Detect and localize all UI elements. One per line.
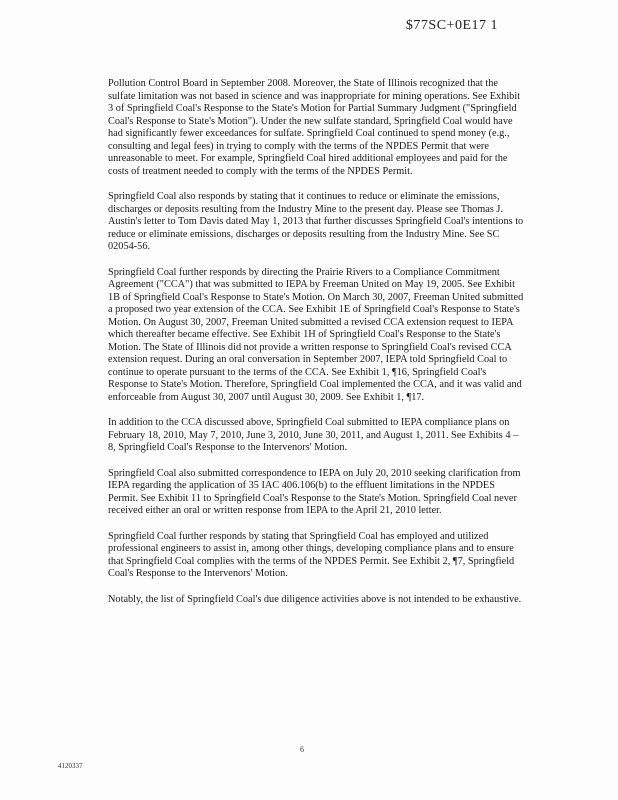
bates-number: $77SC+0E17 1 <box>405 18 498 33</box>
paragraph: Pollution Control Board in September 2008. Moreover, the State of Illinois recognized that the sulfate limitation was not based in science and was inappropriate for mining operations. See Exhibit 3 of Springfield Coal's Response to the State's Motion for Partial Summary Judgment ("Springfield Coal's Response to State's Motion"). Under the new sulfate standard, Springfield Coal would have had significantly fewer exceedances for sulfate. Springfield Coal continued to spend money (e.g., consulting and legal fees) in trying to comply with the terms of the NPDES Permit that were unreasonable to meet. For example, Springfield Coal hired additional employees and paid for the costs of treatment needed to comply with the terms of the NPDES Permit. <box>108 78 521 177</box>
paragraph: Springfield Coal further responds by directing the Prairie Rivers to a Compliance Commitment Agreement ("CCA") that was submitted to IEPA by Freeman United on May 19, 2005. See Exhibit 1B of Springfield Coal's Response to State's Motion. On March 30, 2007, Freeman United submitted a proposed two year extension of the CCA. See Exhibit 1E of Springfield Coal's Response to State's Motion. On August 30, 2007, Freeman United submitted a revised CCA extension request to IEPA which thereafter became effective. See Exhibit 1H of Springfield Coal's Response to the State's Motion. The State of Illinois did not provide a written response to Springfield Coal's revised CCA extension request. During an oral conversation in September 2007, IEPA told Springfield Coal to continue to operate pursuant to the terms of the CCA. See Exhibit 1, ¶16, Springfield Coal's Response to State's Motion. Therefore, Springfield Coal implemented the CCA, and it was valid and enforceable from August 30, 2007 until August 30, 2009. See Exhibit 1, ¶17. <box>108 266 524 403</box>
page-number: 6 <box>300 745 304 754</box>
paragraph: Notably, the list of Springfield Coal's due diligence activities above is not intended to be exhaustive. <box>108 593 522 605</box>
paragraph: In addition to the CCA discussed above, Springfield Coal submitted to IEPA compliance plans on February 18, 2010, May 7, 2010, June 3, 2010, June 30, 2011, and August 1, 2011. See Exhibits 4 – 8, Springfield Coal's Response to the Intervenors' Motion. <box>108 417 519 453</box>
document-body <box>108 78 524 619</box>
paragraph: Springfield Coal also responds by stating that it continues to reduce or eliminate the emissions, discharges or deposits resulting from the Industry Mine to the present day. Please see Thomas J. Austin's letter to Tom Davis dated May 1, 2013 that further discusses Springfield Coal's intentions to reduce or eliminate emissions, discharges or deposits resulting from the Industry Mine. See SC 02054-56. <box>108 191 524 252</box>
document-id: 4120337 <box>58 762 83 770</box>
paragraph: Springfield Coal also submitted correspondence to IEPA on July 20, 2010 seeking clarification from IEPA regarding the application of 35 IAC 406.106(b) to the effluent limitations in the NPDES Permit. See Exhibit 11 to Springfield Coal's Response to the State's Motion. Springfield Coal never received either an oral or written response from IEPA to the April 21, 2010 letter. <box>108 467 521 516</box>
paragraph: Springfield Coal further responds by stating that Springfield Coal has employed and utilized professional engineers to assist in, among other things, developing compliance plans and to ensure that Springfield Coal complies with the terms of the NPDES Permit. See Exhibit 2, ¶7, Springfield Coal's Response to the Intervenors' Motion. <box>108 530 515 579</box>
